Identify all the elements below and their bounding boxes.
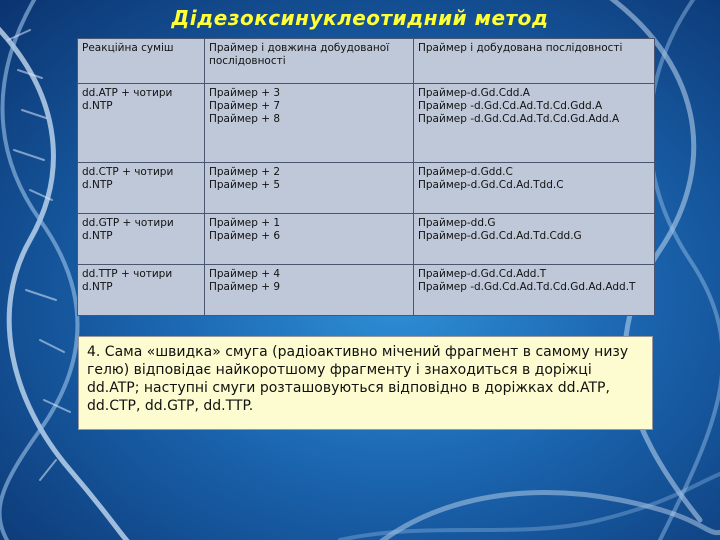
mixture-line: d.NTP — [82, 281, 113, 293]
sequence-line: Праймер-d.Gdd.C — [418, 166, 513, 178]
length-line: Праймер + 6 — [209, 230, 281, 242]
length-line: Праймер + 1 — [209, 217, 281, 229]
header-cell: Праймер і довжина добудованої послідовності — [205, 39, 414, 84]
mixture-line: dd.ATP + чотири — [82, 87, 173, 99]
length-line: Праймер + 8 — [209, 113, 281, 125]
length-line: Праймер + 9 — [209, 281, 281, 293]
sequence-line: Праймер -d.Gd.Cd.Ad.Td.Cd.Gd.Ad.Add.T — [418, 281, 636, 293]
mixture-cell — [78, 265, 205, 316]
sequence-cell — [414, 214, 655, 265]
sequence-line: Праймер -d.Gd.Cd.Ad.Td.Cd.Gdd.A — [418, 100, 603, 112]
length-line: Праймер + 7 — [209, 100, 281, 112]
page-title: Дідезоксинуклеотидний метод — [171, 6, 549, 30]
sequence-line: Праймер-d.Gd.Cd.Ad.Tdd.C — [418, 179, 564, 191]
header-cell: Праймер і добудована послідовності — [414, 39, 655, 84]
sequencing-table — [77, 38, 655, 316]
mixture-line: d.NTP — [82, 179, 113, 191]
table-header-row — [78, 39, 655, 84]
header-cell: Реакційна суміш — [78, 39, 205, 84]
sequence-cell — [414, 163, 655, 214]
length-line: Праймер + 4 — [209, 268, 281, 280]
length-line: Праймер + 2 — [209, 166, 281, 178]
length-cell — [205, 265, 414, 316]
mixture-cell — [78, 214, 205, 265]
sequence-cell — [414, 265, 655, 316]
mixture-line: d.NTP — [82, 230, 113, 242]
mixture-line: dd.CTP + чотири — [82, 166, 174, 178]
length-cell — [205, 84, 414, 163]
table-row — [78, 163, 655, 214]
table-row — [78, 84, 655, 163]
mixture-line: d.NTP — [82, 100, 113, 112]
table-row — [78, 214, 655, 265]
sequence-line: Праймер-d.Gd.Cd.Add.T — [418, 268, 547, 280]
sequence-line: Праймер-dd.G — [418, 217, 496, 229]
length-cell — [205, 214, 414, 265]
mixture-line: dd.GTP + чотири — [82, 217, 174, 229]
explanation-note: 4. Сама «швидка» смуга (радіоактивно мічений фрагмент в самому низу гелю) відповідає найкоротшому фрагменту і знаходиться в доріжці dd.ATP; наступні смуги розташовуються відповідно в доріжках dd.ATP, dd.CTP, dd.GTP, dd.TTP. — [78, 336, 653, 430]
sequence-cell — [414, 84, 655, 163]
length-line: Праймер + 3 — [209, 87, 281, 99]
mixture-cell — [78, 84, 205, 163]
length-line: Праймер + 5 — [209, 179, 281, 191]
sequence-line: Праймер -d.Gd.Cd.Ad.Td.Cd.Gd.Add.A — [418, 113, 620, 125]
length-cell — [205, 163, 414, 214]
sequence-line: Праймер-d.Gd.Cdd.A — [418, 87, 530, 99]
table-row — [78, 265, 655, 316]
mixture-line: dd.TTP + чотири — [82, 268, 173, 280]
sequence-line: Праймер-d.Gd.Cd.Ad.Td.Cdd.G — [418, 230, 582, 242]
mixture-cell — [78, 163, 205, 214]
